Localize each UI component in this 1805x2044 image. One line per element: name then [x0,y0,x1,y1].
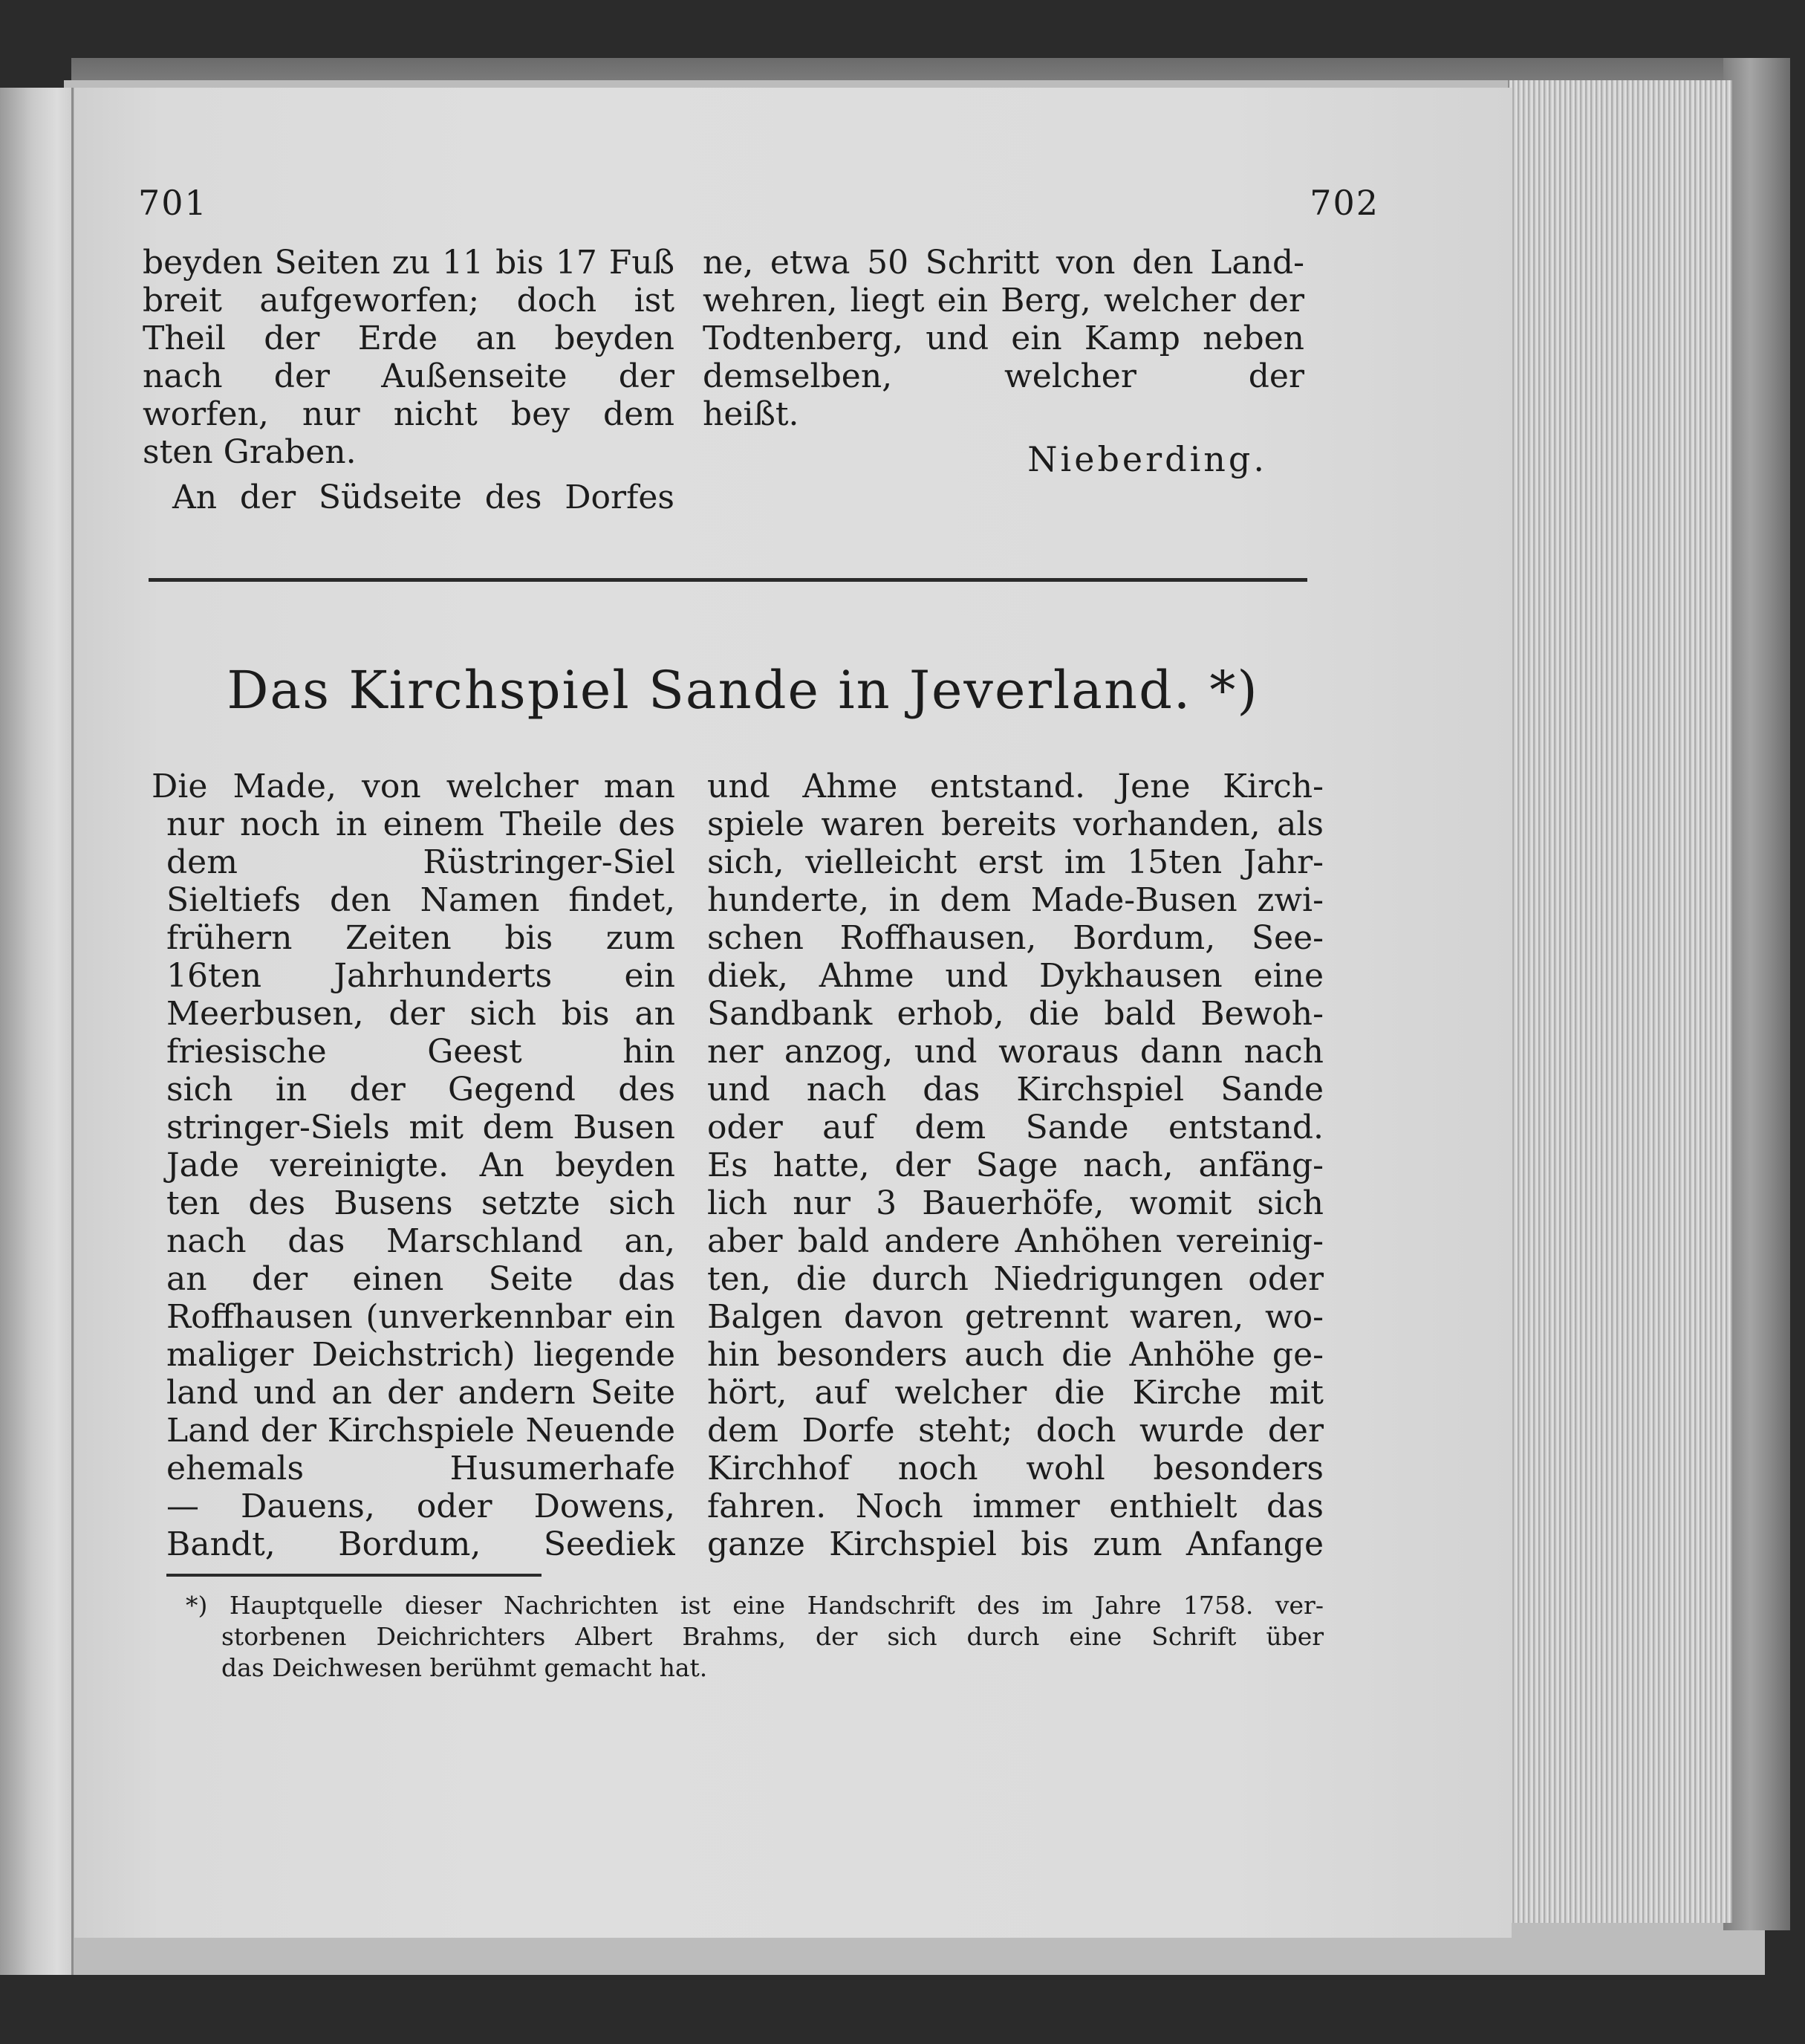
text-line: maliger Deichstrich) liegende [166,1336,675,1374]
text-line: Land der Kirchspiele Neuende [166,1412,675,1450]
top-right-column [703,244,1304,478]
text-line: sich in der Gegend des [166,1071,675,1109]
text-line: sten Graben. [143,433,357,471]
text-line: Roffhausen (unverkennbar ein [166,1298,675,1336]
text-line: ehemals Husumerhafe [166,1450,675,1487]
text-line: ten des Busens setzte sich [166,1184,675,1222]
author-signature: Nieberding. [1027,439,1267,479]
footnote-line: das Deichwesen berühmt gemacht hat. [221,1653,708,1682]
article-title: Das Kirchspiel Sande in Jeverland. *) [227,660,1259,721]
text-line: sich, vielleicht erst im 15ten Jahr- [707,843,1324,881]
footnote [186,1590,1324,1684]
footnote-line: storbenen Deichrichters Albert Brahms, der sich durch eine Schrift über [221,1622,1324,1651]
text-line: beyden Seiten zu 11 bis 17 Fuß [143,244,674,282]
text-line: 16ten Jahrhunderts ein [166,957,675,995]
section-divider [149,578,1307,582]
text-line: Theil der Erde an beyden [143,319,674,357]
book-binding [1723,58,1790,1930]
text-line: oder auf dem Sande entstand. [707,1109,1324,1146]
footnote-line: *) Hauptquelle dieser Nachrichten ist eine Handschrift des im Jahre 1758. ver- [186,1591,1324,1620]
text-line: nach der Außenseite der [143,357,674,395]
text-line: frühern Zeiten bis zum [166,919,675,957]
left-page-edge [0,88,74,1975]
text-line: heißt. [703,395,799,433]
footnote-rule [166,1574,542,1577]
page-number-left: 701 [138,183,208,223]
text-line: hört, auf welcher die Kirche mit [707,1374,1324,1412]
text-line: Sandbank erhob, die bald Bewoh- [707,995,1324,1033]
body-left-column [152,768,675,1563]
text-line: ganze Kirchspiel bis zum Anfange [707,1525,1324,1563]
text-line: dem Dorfe steht; doch wurde der [707,1412,1324,1450]
text-line: stringer-Siels mit dem Busen [166,1109,675,1146]
text-line: und Ahme entstand. Jene Kirch- [707,768,1324,805]
text-line: land und an der andern Seite [166,1374,675,1412]
text-line: Bandt, Bordum, Seediek [166,1525,675,1563]
text-line: schen Roffhausen, Bordum, See- [707,919,1324,957]
page-number-right: 702 [1310,183,1379,223]
text-line: worfen, nur nicht bey dem [143,395,674,433]
text-line: breit aufgeworfen; doch ist [143,282,674,319]
text-line: und nach das Kirchspiel Sande [707,1071,1324,1109]
text-line: — Dauens, oder Dowens, [166,1487,675,1525]
text-line: diek, Ahme und Dykhausen eine [707,957,1324,995]
text-line: nach das Marschland an, [166,1222,675,1260]
book-page [74,88,1512,1938]
text-line: Jade vereinigte. An beyden [166,1146,675,1184]
text-line: nur noch in einem Theile des [166,805,675,843]
text-line: hin besonders auch die Anhöhe ge- [707,1336,1324,1374]
body-right-column [707,768,1324,1563]
text-line: an der einen Seite das [166,1260,675,1298]
text-line: wehren, liegt ein Berg, welcher der [703,282,1304,319]
text-line: ten, die durch Niedrigungen oder [707,1260,1324,1298]
text-line: Balgen davon getrennt waren, wo- [707,1298,1324,1336]
text-line: Die Made, von welcher man [152,768,675,805]
page-edges [1508,80,1732,1923]
text-line: friesische Geest hin [166,1033,675,1071]
text-line: lich nur 3 Bauerhöfe, womit sich [707,1184,1324,1222]
text-line: fahren. Noch immer enthielt das [707,1487,1324,1525]
top-left-column [143,244,674,516]
text-line: Todtenberg, und ein Kamp neben [703,319,1304,357]
text-line: ne, etwa 50 Schritt von den Land- [703,244,1304,282]
text-line: hunderte, in dem Made-Busen zwi- [707,881,1324,919]
text-line: Es hatte, der Sage nach, anfäng- [707,1146,1324,1184]
text-line: dem Rüstringer-Siel [166,843,675,881]
text-line: spiele waren bereits vorhanden, als [707,805,1324,843]
text-line: aber bald andere Anhöhen vereinig- [707,1222,1324,1260]
text-line: Kirchhof noch wohl besonders [707,1450,1324,1487]
text-line: An der Südseite des Dorfes [172,478,674,516]
text-line: Sieltiefs den Namen findet, [166,881,675,919]
text-line: demselben, welcher der [703,357,1304,395]
text-line: ner anzog, und woraus dann nach [707,1033,1324,1071]
text-line: Meerbusen, der sich bis an [166,995,675,1033]
